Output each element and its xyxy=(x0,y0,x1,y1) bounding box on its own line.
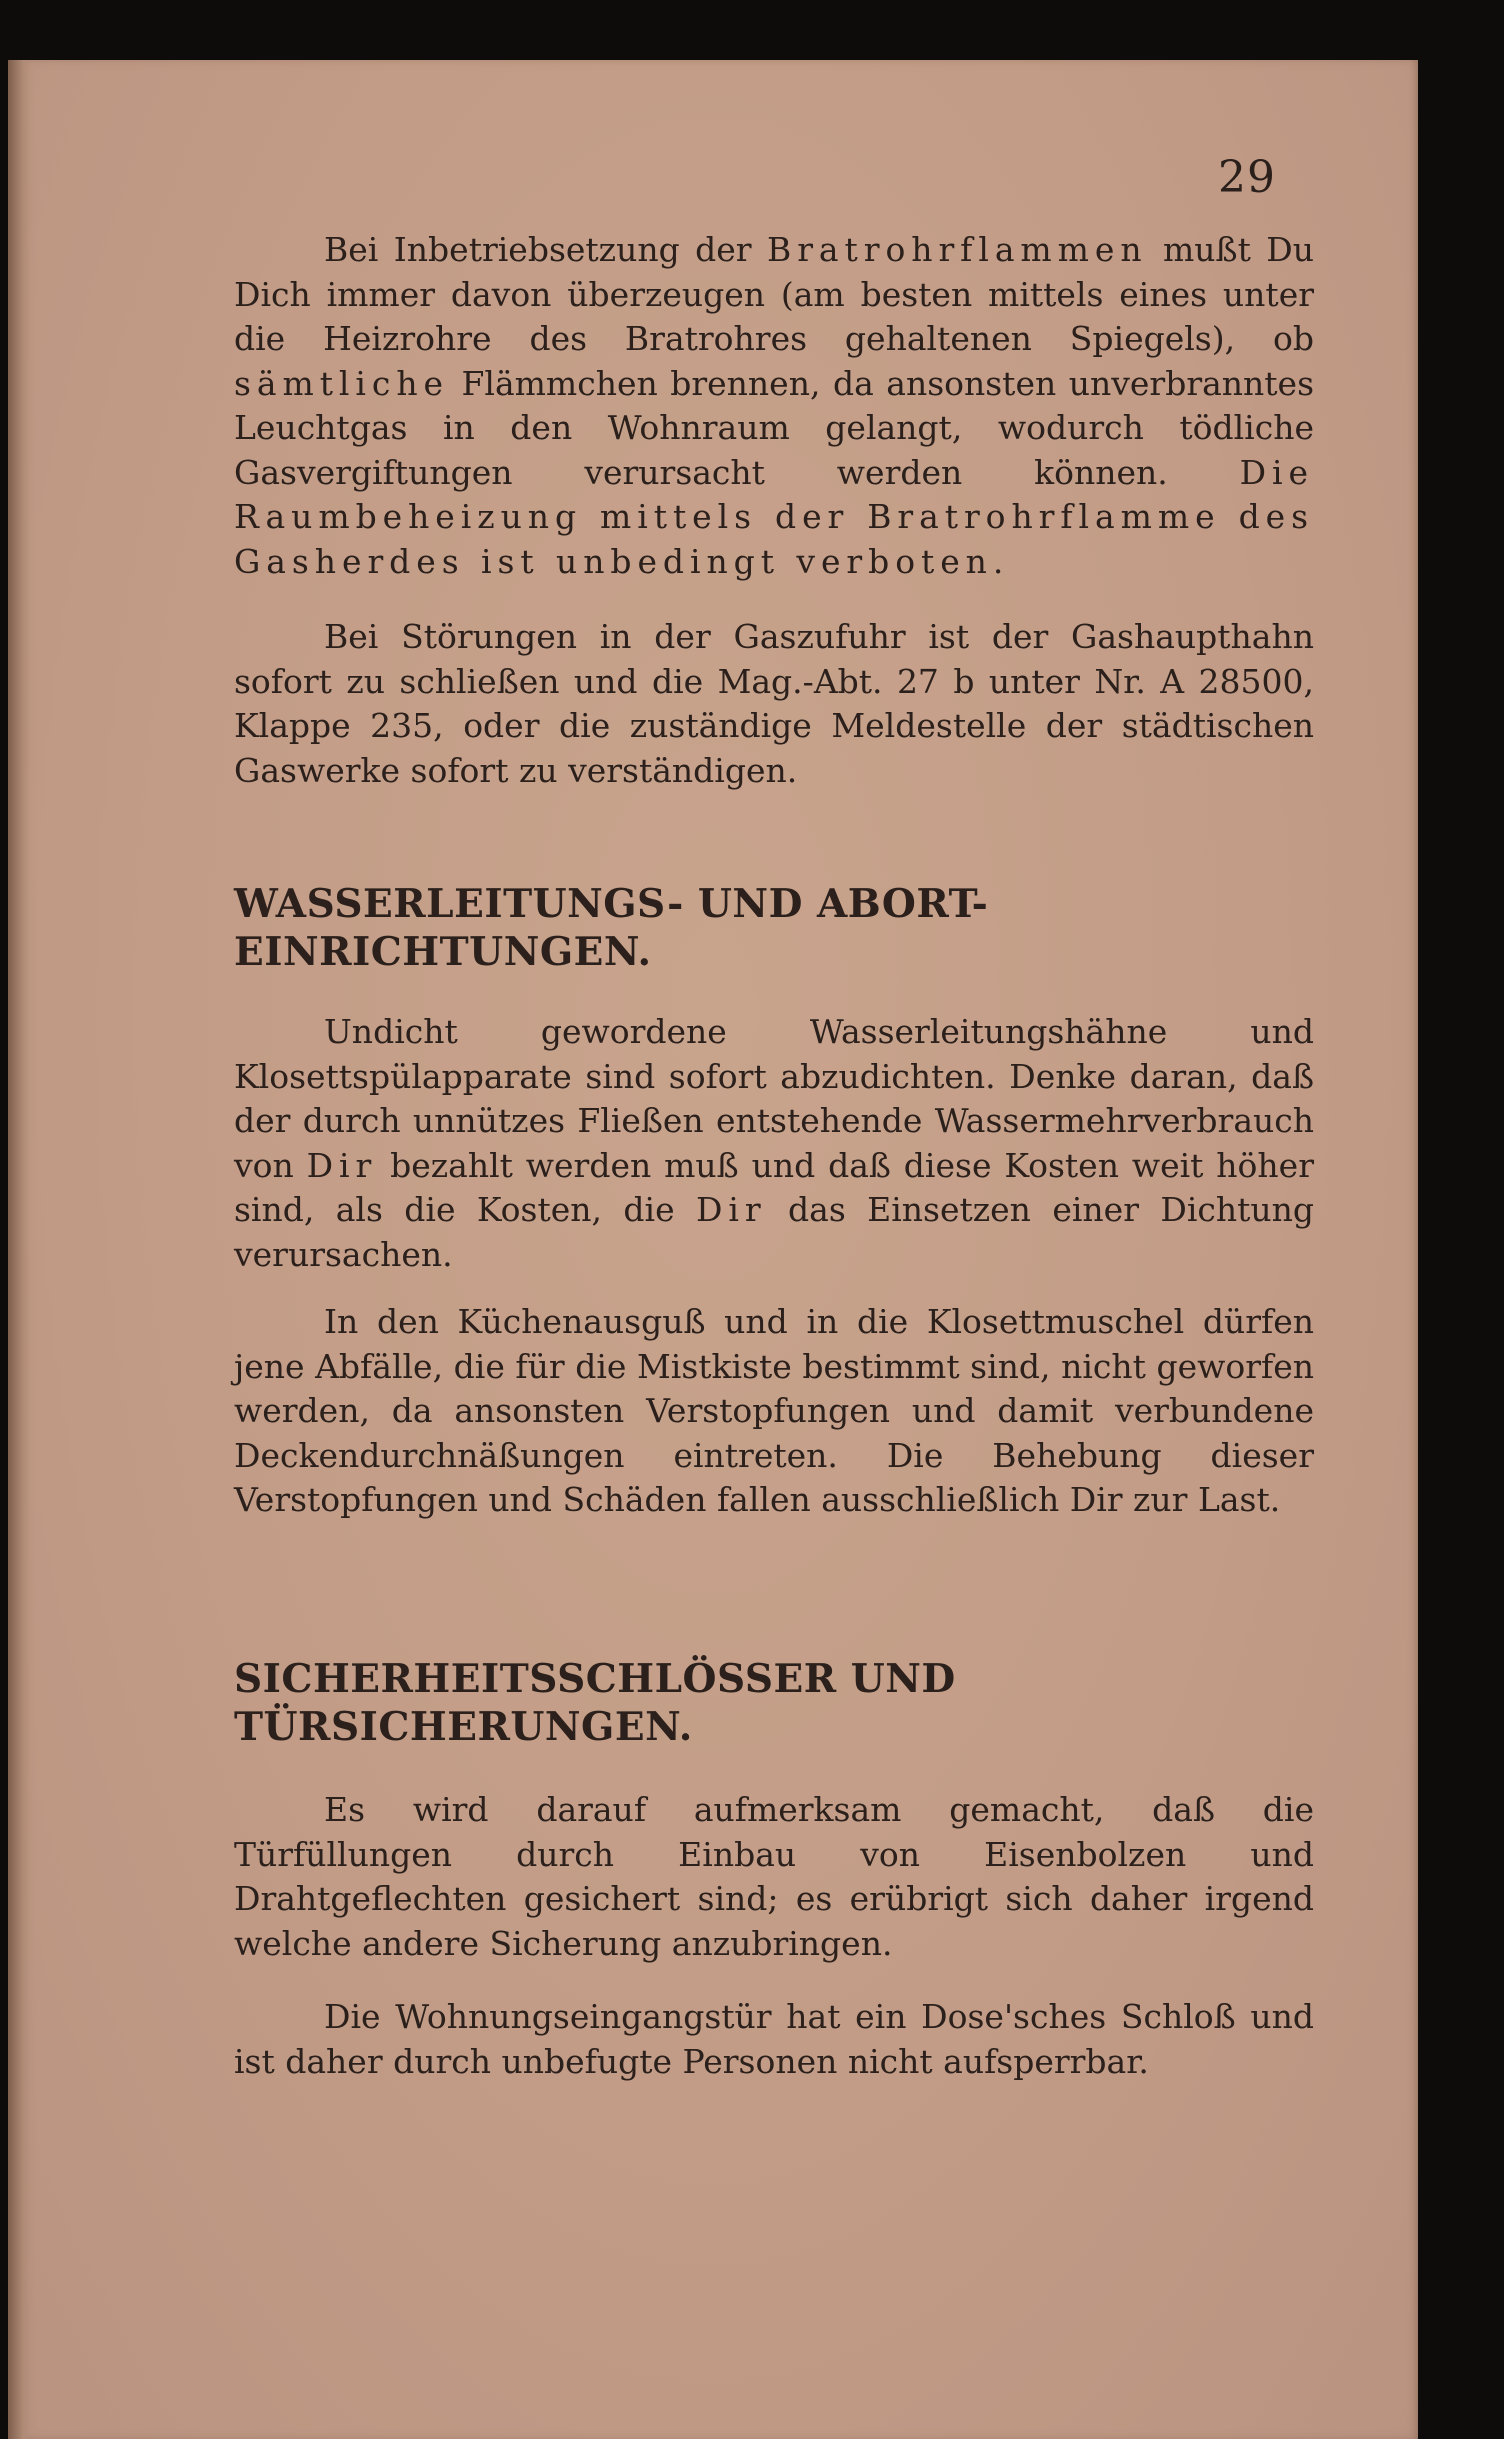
paragraph-undicht xyxy=(234,1010,1314,1277)
emphasis-text: Die Raumbeheizung mittels der Bratrohrflamme des Gasherdes ist unbedingt verboten. xyxy=(234,452,1314,581)
heading-line: TÜRSICHERUNGEN. xyxy=(234,1704,693,1750)
section-heading-wasserleitung xyxy=(234,880,1314,976)
paragraph-gas-stoerungen: Bei Störungen in der Gaszufuhr ist der Gashaupthahn sofort zu schließen und die Mag.-Abt. 27 b unter Nr. A 28500, Klappe 235, oder die zuständige Meldestelle der städtischen Gaswerke sofort zu verständigen. xyxy=(234,617,1314,790)
paragraph-text: Undicht gewordene Wasserleitungshähne und Klosettspülapparate sind sofort abzudichten. Denke daran, daß der durch unnützes Fließen entstehende Wassermehrverbrauch von xyxy=(234,1012,1314,1185)
paragraph-text: Flämmchen brennen, da ansonsten unverbranntes Leuchtgas in den Wohnraum gelangt, wodurch tödliche Gasvergiftungen verursacht werden können. xyxy=(234,363,1314,492)
emphasis-text: sämtliche xyxy=(234,363,449,403)
paragraph-wohnungseingangstuer: Die Wohnungseingangstür hat ein Dose'sches Schloß und ist daher durch unbefugte Personen nicht aufsperrbar. xyxy=(234,1997,1314,2081)
emphasis-text: Bratrohrflammen xyxy=(767,230,1148,269)
heading-line: SICHERHEITSSCHLÖSSER UND xyxy=(234,1656,956,1702)
page-number: 29 xyxy=(1218,152,1276,203)
paragraph-kuechenausguss: In den Küchenausguß und in die Klosettmuschel dürfen jene Abfälle, die für die Mistkiste bestimmt sind, nicht geworfen werden, da ansonsten Verstopfungen und damit verbundene Deckendurchnäßungen eintreten. Die Behebung dieser Verstopfungen und Schäden fallen ausschließlich Dir zur Last. xyxy=(234,1302,1314,1519)
paragraph-bratrohr xyxy=(234,228,1314,584)
paragraph-tuerfuellungen: Es wird darauf aufmerksam gemacht, daß die Türfüllungen durch Einbau von Eisenbolzen und Drahtgeflechten gesichert sind; es erübrigt sich daher irgend welche andere Sicherung anzubringen. xyxy=(234,1790,1314,1963)
heading-line: EINRICHTUNGEN. xyxy=(234,929,652,975)
emphasis-text: Dir xyxy=(306,1145,378,1185)
paragraph-text: Bei Inbetriebsetzung der xyxy=(324,230,768,269)
heading-line: WASSERLEITUNGS- UND ABORT- xyxy=(234,881,989,927)
emphasis-text: Dir xyxy=(696,1190,767,1229)
book-page xyxy=(8,60,1418,2439)
paragraph-text: das Einsetzen einer Dichtung verursachen. xyxy=(234,1190,1315,1274)
section-heading-sicherheitsschloesser xyxy=(234,1655,1314,1751)
paragraph-text: bezahlt werden muß und daß diese Kosten weit höher sind, als die Kosten, die xyxy=(234,1145,1314,1229)
page-binding-edge xyxy=(8,60,30,2439)
paragraph-text: mußt Du Dich immer davon überzeugen (am besten mittels eines unter die Heizrohre des Bratrohres gehaltenen Spiegels), ob xyxy=(234,230,1314,358)
